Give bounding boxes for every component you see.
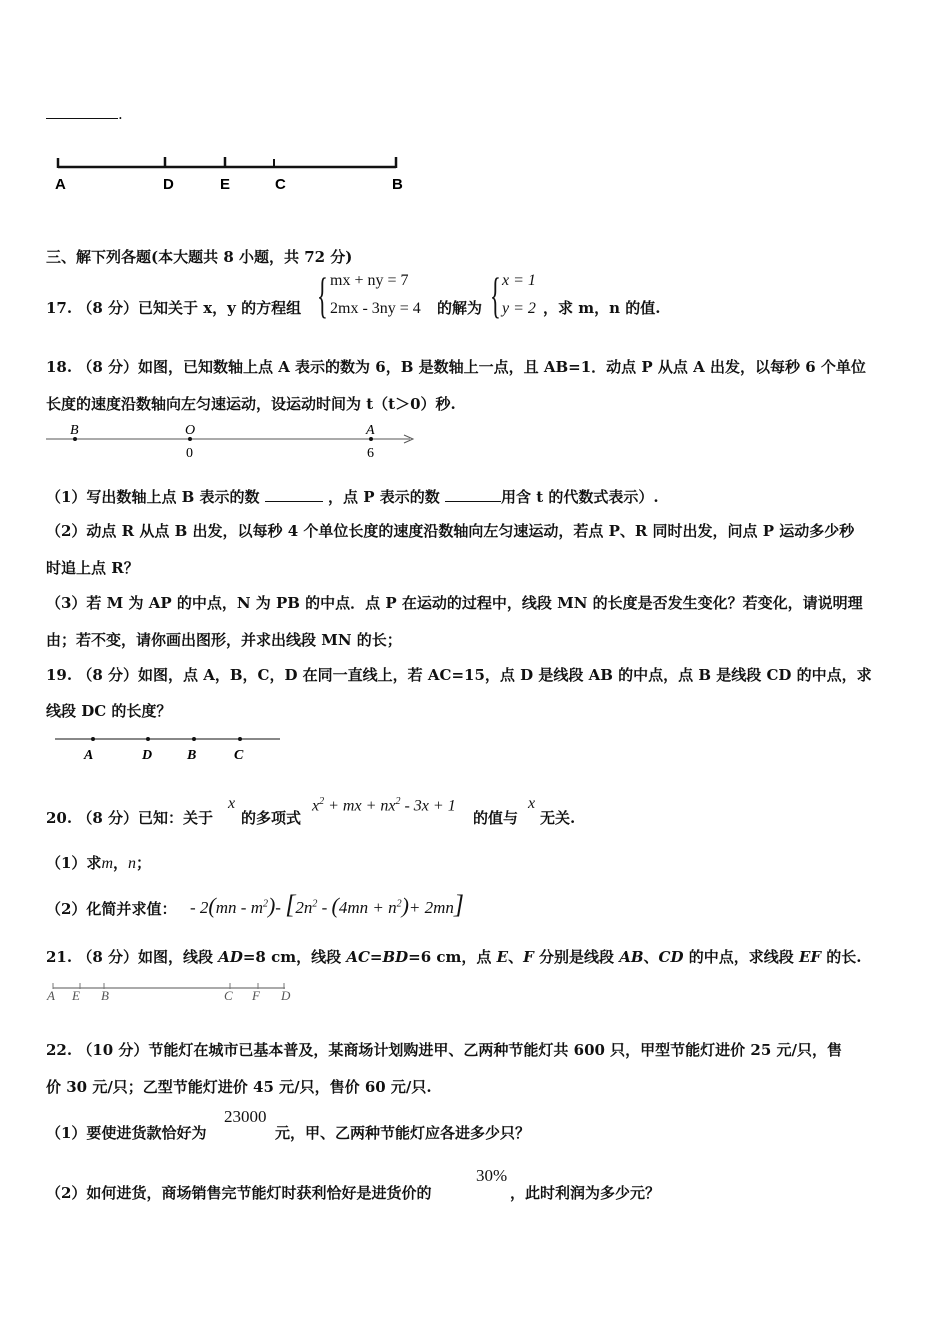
label-A: A: [47, 988, 55, 1003]
expr-sup-3: 2: [396, 898, 402, 910]
q17-text1: 已知关于 x，y 的方程组: [138, 299, 302, 317]
t10: 分别是线段: [533, 948, 620, 966]
q20-part2-expression: - $2(mn - m^2)-$ $[2n^2 - (4mn + n^2)+ 2mn]$: [190, 890, 465, 919]
q22-line1: 22. （10 分）节能灯在城市已基本普及，某商场计划购进甲、乙两种节能灯共 600 只，甲型节能灯进价 25 元/只，售: [46, 1041, 842, 1059]
q18-part1-c: 用含 t 的代数式表示）.: [501, 488, 659, 506]
label-E: E: [72, 988, 80, 1003]
q17-text2: 的解为: [437, 299, 483, 317]
poly-x: x: [312, 797, 320, 815]
q18-part2-line2: 时追上点 R？: [46, 559, 139, 577]
label-C: C: [234, 748, 244, 763]
t-F: F: [523, 948, 534, 966]
q18-line1: 18. （8 分）如图，已知数轴上点 A 表示的数为 6，B 是数轴上一点，且 AB=1．动点 P 从点 A 出发，以每秒 6 个单位: [46, 358, 866, 376]
q20-var-x-1: x: [228, 795, 236, 812]
q17-points: （8 分）: [77, 299, 139, 317]
q22-part1-a: （1）要使进货款恰好为: [46, 1124, 207, 1142]
expr-g: + 2mn: [408, 898, 454, 917]
q20-tail1: 的值与: [473, 809, 519, 827]
q17-number: 17.: [46, 299, 73, 317]
q21-lead: 21. （8 分）如图，线段: [46, 948, 219, 966]
expr-sup-2: 2: [312, 898, 318, 910]
q20-lead: 20. （8 分）已知：关于: [46, 809, 213, 827]
q20-tail2: 无关.: [540, 809, 576, 827]
sep: ，: [113, 854, 129, 872]
t6: =6 cm，点: [408, 948, 497, 966]
q20-part2-label: （2）化简并求值：: [46, 900, 177, 918]
label-E: E: [220, 176, 231, 193]
t14: 的中点，求线段: [683, 948, 799, 966]
poly-sup-1: 2: [319, 796, 325, 807]
var-m: m: [101, 855, 113, 872]
q22-part2-b: ，此时利润为多少元？: [510, 1184, 661, 1202]
q18-part2-line1: （2）动点 R 从点 B 出发，以每秒 4 个单位长度的速度沿数轴向左匀速运动，若点 P、R 同时出发，问点 P 运动多少秒: [46, 522, 855, 540]
blank-suffix: .: [118, 105, 123, 123]
t12: 、: [643, 948, 659, 966]
var-n: n: [128, 855, 137, 872]
label-A: A: [55, 176, 66, 193]
q18-part1-a: （1）写出数轴上点 B 表示的数: [46, 488, 260, 506]
t4: =: [369, 948, 383, 966]
q22-part2-value: 30%: [476, 1166, 508, 1185]
poly-tail: - 3x + 1: [404, 797, 456, 815]
q20-part1-label: （1）求: [46, 854, 102, 872]
t-CD: CD: [658, 948, 684, 966]
label-D: D: [281, 988, 291, 1003]
q22-part1-value: 23000: [224, 1107, 267, 1126]
label-D: D: [163, 176, 174, 193]
label-A: A: [84, 748, 94, 763]
t-AC: AC: [346, 948, 370, 966]
q19-line1: 19. （8 分）如图，点 A，B，C，D 在同一直线上，若 AC=15，点 D 是线段 AB 的中点，点 B 是线段 CD 的中点，求: [46, 666, 872, 684]
q17-solution-1: x = 1: [502, 272, 536, 289]
q18-part1-b: ，点 P 表示的数: [328, 488, 440, 506]
label-B: B: [70, 423, 79, 438]
label-F: F: [252, 988, 260, 1003]
label-D: D: [142, 748, 153, 763]
label-six: 6: [367, 446, 374, 461]
q19-line2: 线段 DC 的长度？: [46, 702, 172, 720]
expr-c: -: [275, 898, 281, 917]
poly-mid: + mx + nx: [328, 797, 396, 815]
expr-f: 4mn + n: [338, 898, 397, 917]
section-heading: 三、解下列各题(本大题共 8 小题，共 72 分): [46, 248, 353, 266]
q20-var-x-2: x: [528, 795, 536, 812]
t2: =8 cm，线段: [242, 948, 347, 966]
t-BD: BD: [382, 948, 409, 966]
q18-part3-line2: 由；若不变，请你画出图形，并求出线段 MN 的长；: [46, 631, 402, 649]
q22-line2: 价 30 元/只；乙型节能灯进价 45 元/只，售价 60 元/只.: [46, 1078, 432, 1096]
t-E: E: [496, 948, 509, 966]
label-B: B: [392, 176, 403, 193]
q17-solution-2: y = 2: [502, 300, 536, 317]
q18-line2: 长度的速度沿数轴向左匀速运动，设运动时间为 t（t＞0）秒.: [46, 395, 456, 413]
end: ；: [136, 854, 152, 872]
label-C: C: [275, 176, 286, 193]
q17-system-brace: {: [317, 267, 328, 323]
poly-sup-2: 2: [395, 796, 401, 807]
q17-solution-brace: {: [490, 267, 501, 323]
t-EF: EF: [798, 948, 822, 966]
label-zero: 0: [186, 446, 193, 461]
q17-equation-1: mx + ny = 7: [330, 272, 409, 289]
t16: 的长.: [821, 948, 862, 966]
label-A: A: [366, 423, 375, 438]
q17-equation-2: 2mx - 3ny = 4: [330, 300, 421, 317]
expr-sup-1: 2: [262, 898, 268, 910]
t-AB: AB: [619, 948, 644, 966]
label-B: B: [187, 748, 197, 763]
expr-a: - 2: [190, 898, 209, 917]
t-AD: AD: [218, 948, 243, 966]
q20-mid: 的多项式: [241, 809, 302, 827]
q22-part1-b: 元，甲、乙两种节能灯应各进多少只？: [275, 1124, 531, 1142]
label-B: B: [101, 988, 109, 1003]
expr-b: mn - m: [215, 898, 263, 917]
t8: 、: [508, 948, 524, 966]
expr-d: 2n: [295, 898, 313, 917]
q22-part2-a: （2）如何进货，商场销售完节能灯时获利恰好是进货价的: [46, 1184, 432, 1202]
q17-text3: ，求 m，n 的值.: [543, 299, 661, 317]
label-C: C: [224, 988, 233, 1003]
expr-e: -: [321, 898, 328, 917]
label-O: O: [185, 423, 196, 438]
q18-part3-line1: （3）若 M 为 AP 的中点，N 为 PB 的中点．点 P 在运动的过程中，线段 MN 的长度是否发生变化？若变化，请说明理: [46, 594, 863, 612]
